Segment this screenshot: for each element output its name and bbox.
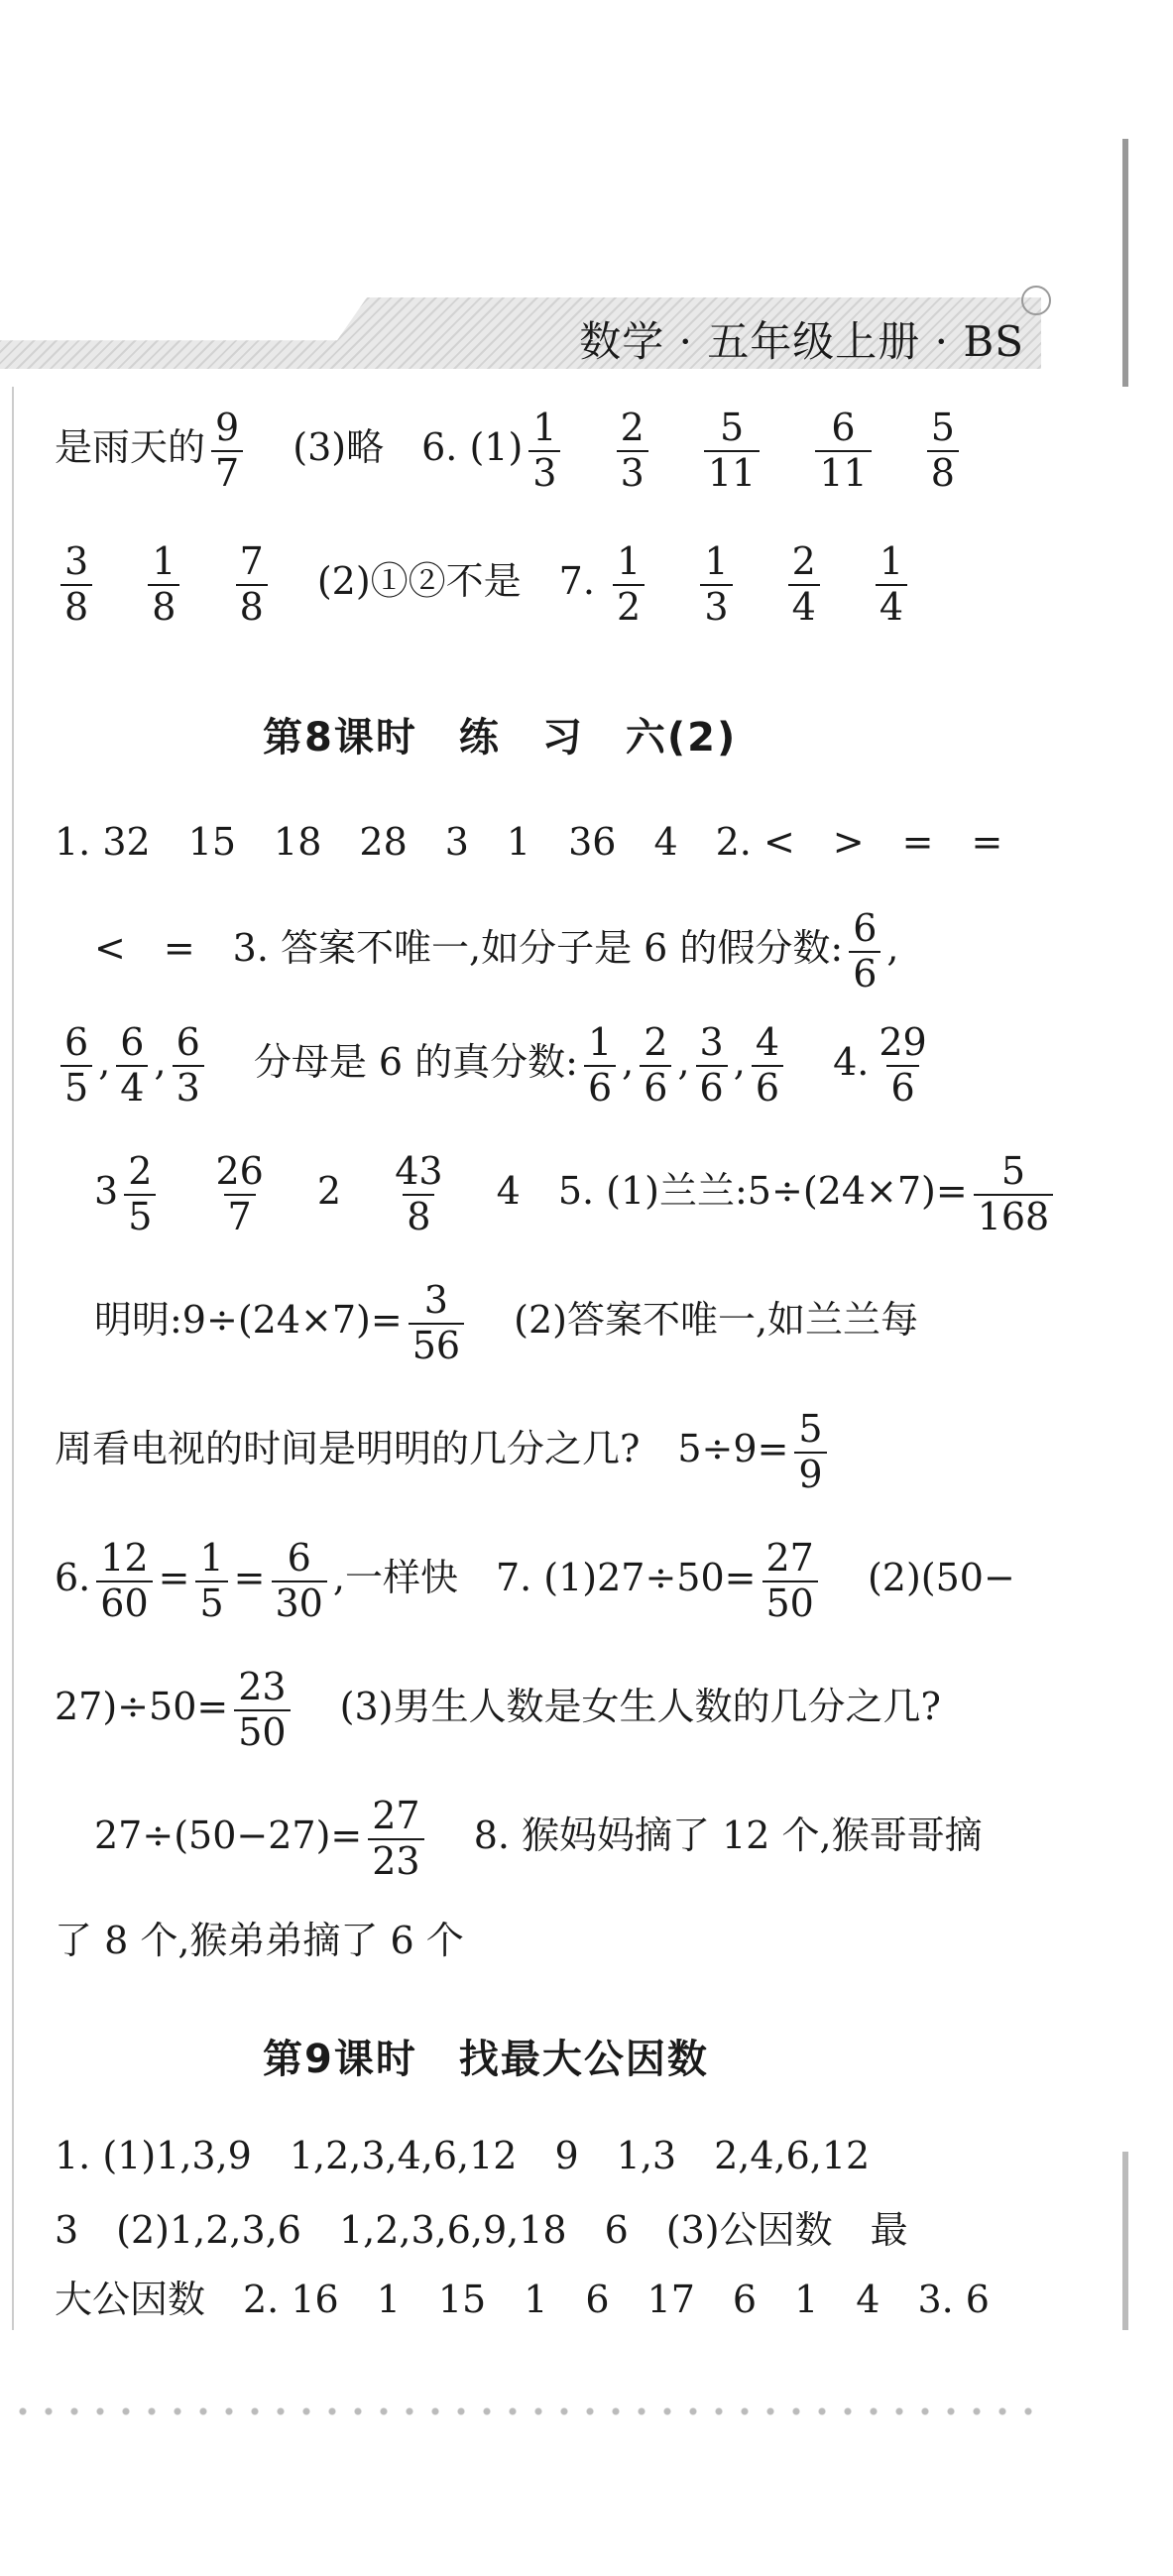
fraction: $\frac{1}{4}$ — [876, 540, 907, 629]
text: (2)答案不唯一,如兰兰每 — [514, 1298, 919, 1343]
margin-line — [12, 387, 14, 2330]
answer-line-15: 大公因数 2. 16 1 15 1 6 17 6 1 4 3. 6 — [55, 2278, 990, 2321]
answer-line-11 — [94, 1795, 983, 1883]
fraction: $\frac{9}{7}$ — [211, 407, 243, 495]
fraction: $\frac{6}{3}$ — [173, 1021, 204, 1110]
text: , — [886, 926, 899, 971]
text: 4 5. (1)兰兰:5÷(24×7)= — [496, 1169, 968, 1214]
text: 分母是 6 的真分数: — [253, 1040, 578, 1085]
fraction: $\frac{6}{5}$ — [60, 1021, 92, 1110]
fraction: $\frac{3}{6}$ — [696, 1021, 728, 1110]
answer-line-3: 1. 32 15 18 28 3 1 36 4 2. < > = = — [55, 820, 1003, 864]
footer-dot-border — [10, 2404, 1041, 2418]
answer-line-9: 6. $\frac{12}{60}$ = $\frac{1}{5}$ = $\frac{6}{30}$ ,一样快 7. (1)27÷50= $\frac{27}{50}$ (2)(50− — [55, 1536, 1015, 1625]
fraction: $\frac{43}{8}$ — [395, 1149, 443, 1238]
fraction: $\frac{1}{3}$ — [528, 407, 560, 495]
text: 27÷(50−27)= — [94, 1814, 363, 1858]
fraction: $\frac{6}{6}$ — [849, 907, 880, 995]
fraction: $\frac{3}{8}$ — [60, 540, 92, 629]
answer-line-4 — [94, 907, 899, 995]
fraction: $\frac{5}{8}$ — [927, 407, 959, 495]
text: 2 — [316, 1169, 342, 1214]
answer-line-6 — [94, 1150, 1059, 1238]
section-heading-2: 第9课时 找最大公因数 — [263, 2037, 709, 2082]
text: (2)(50− — [867, 1556, 1015, 1600]
text: 8. 猴妈妈摘了 12 个,猴哥哥摘 — [473, 1814, 983, 1858]
text: (3)略 6. (1) — [293, 425, 524, 470]
fraction: $\frac{4}{6}$ — [752, 1021, 783, 1110]
text: (2)①②不是 7. — [316, 559, 595, 604]
fraction: $\frac{1}{3}$ — [700, 540, 732, 629]
answer-line-5: $\frac{6}{5}$ , $\frac{6}{4}$ , $\frac{6}{3}$ 分母是 6 的真分数: $\frac{1}{6}$ , $\frac{2}{6}$ , $\frac{3}{6}$ , $\frac{4}{6}$ 4. $\frac{29}{6}$ — [55, 1021, 937, 1110]
answer-line-8 — [55, 1408, 833, 1496]
text: 3 — [94, 1169, 119, 1214]
text: 明明:9÷(24×7)= — [94, 1298, 403, 1343]
fraction: $\frac{2}{3}$ — [617, 407, 648, 495]
answer-line-1 — [55, 407, 965, 495]
fraction: $\frac{26}{7}$ — [215, 1149, 264, 1238]
fraction: $\frac{27}{23}$ — [368, 1795, 423, 1883]
page-edge-mark — [1122, 139, 1128, 387]
fraction: $\frac{6}{4}$ — [116, 1021, 148, 1110]
answer-line-10 — [55, 1666, 941, 1754]
text: ,一样快 7. (1)27÷50= — [332, 1556, 757, 1600]
answer-line-7 — [94, 1279, 918, 1367]
fraction: $\frac{12}{60}$ — [96, 1537, 152, 1625]
fraction: $\frac{1}{8}$ — [148, 540, 179, 629]
text: 是雨天的 — [55, 425, 206, 470]
text: < = 3. 答案不唯一,如分子是 6 的假分数: — [94, 926, 844, 971]
fraction: $\frac{3}{56}$ — [409, 1279, 464, 1367]
header-circle-ornament — [1021, 286, 1051, 315]
answer-line-13: 1. (1)1,3,9 1,2,3,4,6,12 9 1,3 2,4,6,12 — [55, 2134, 871, 2177]
answer-line-12: 了 8 个,猴弟弟摘了 6 个 — [55, 1919, 464, 1962]
fraction: $\frac{23}{50}$ — [234, 1666, 290, 1754]
section-heading-1: 第8课时 练 习 六(2) — [263, 715, 738, 761]
fraction: $\frac{6}{30}$ — [272, 1537, 327, 1625]
fraction: $\frac{1}{2}$ — [613, 540, 645, 629]
text: 6. — [55, 1556, 91, 1600]
page-edge-mark — [1122, 2152, 1128, 2330]
text: (3)男生人数是女生人数的几分之几? — [339, 1685, 941, 1729]
answer-line-14: 3 (2)1,2,3,6 1,2,3,6,9,18 6 (3)公因数 最 — [55, 2208, 908, 2252]
text: 27)÷50= — [55, 1685, 229, 1729]
header-title: 数学 · 五年级上册 · BS — [579, 317, 1024, 366]
fraction: $\frac{2}{4}$ — [788, 540, 820, 629]
fraction: $\frac{7}{8}$ — [236, 540, 268, 629]
answer-line-2 — [55, 540, 913, 629]
fraction: $\frac{5}{168}$ — [974, 1150, 1054, 1238]
fraction: $\frac{2}{5}$ — [124, 1150, 156, 1238]
text: 4. — [833, 1040, 870, 1085]
fraction: $\frac{2}{6}$ — [640, 1021, 671, 1110]
fraction: $\frac{1}{6}$ — [584, 1021, 616, 1110]
text: 周看电视的时间是明明的几分之几? 5÷9= — [55, 1427, 789, 1471]
fraction: $\frac{1}{5}$ — [195, 1537, 227, 1625]
fraction: $\frac{29}{6}$ — [879, 1020, 927, 1110]
fraction: $\frac{5}{11}$ — [704, 407, 760, 495]
fraction: $\frac{6}{11}$ — [815, 407, 871, 495]
fraction: $\frac{5}{9}$ — [794, 1408, 826, 1496]
fraction: $\frac{27}{50}$ — [762, 1537, 818, 1625]
